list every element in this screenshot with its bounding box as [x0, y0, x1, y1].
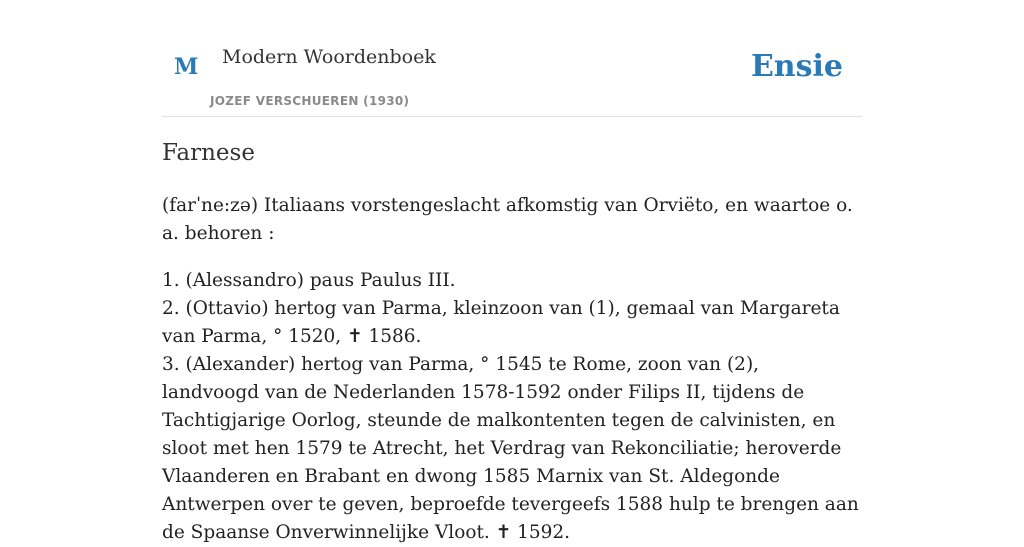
entry-body: [162, 192, 862, 547]
brand-logo[interactable]: Ensie: [750, 49, 843, 84]
entry-intro: (farˈne:zə) Italiaans vorstengeslacht afkomstig van Orviëto, en waartoe o. a. behoren :: [162, 195, 853, 244]
book-logo[interactable]: M: [174, 54, 199, 80]
page: [162, 0, 862, 543]
entry-title: Farnese: [162, 140, 255, 166]
source-header: [162, 0, 862, 117]
entry-item: 3. (Alexander) hertog van Parma, ° 1545 te Rome, zoon van (2), landvoogd van de Nederlanden 1578-1592 onder Filips II, tijdens de Tachtigjarige Oorlog, steunde de malkontenten tegen de calvinisten, en sloot met hen 1579 te Atrecht, het Verdrag van Rekonciliatie; heroverde Vlaanderen en Brabant en dwong 1585 Marnix van St. Aldegonde Antwerpen over te geven, beproefde tevergeefs 1588 hulp te brengen aan de Spaanse Onverwinnelijke Vloot. ✝ 1592.: [162, 354, 859, 543]
entry-item: 2. (Ottavio) hertog van Parma, kleinzoon van (1), gemaal van Margareta van Parma, ° 1520, ✝ 1586.: [162, 298, 840, 347]
book-author: JOZEF VERSCHUEREN (1930): [210, 94, 410, 108]
book-title[interactable]: Modern Woordenboek: [222, 46, 436, 68]
entry-item: 1. (Alessandro) paus Paulus III.: [162, 270, 456, 291]
